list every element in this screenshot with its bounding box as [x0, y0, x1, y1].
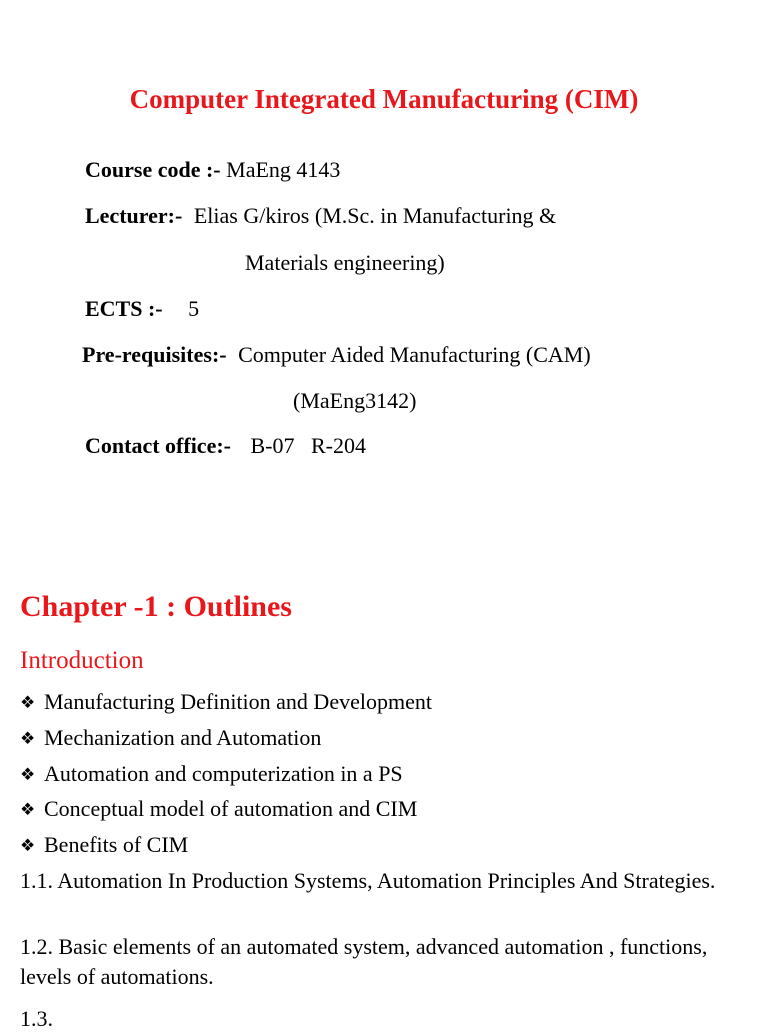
outline-bullet-list	[20, 686, 750, 865]
ects-value: 5	[188, 296, 200, 321]
outline-item-1-3: 1.3.	[20, 1006, 53, 1031]
diamond-bullet-icon: ❖	[20, 693, 36, 712]
course-code-value: MaEng 4143	[226, 157, 341, 182]
outline-item-1-2: 1.2. Basic elements of an automated system, advanced automation , functions, levels of automations.	[20, 934, 708, 989]
course-code-row	[85, 157, 340, 183]
list-item: ❖ Automation and computerization in a PS	[20, 758, 750, 794]
diamond-bullet-icon: ❖	[20, 836, 36, 856]
course-code-label: Course code :-	[85, 157, 221, 182]
section-heading: Introduction	[20, 647, 144, 674]
contact-office-row	[85, 433, 366, 459]
lecturer-value-continued: Materials engineering)	[245, 250, 445, 275]
contact-office-value: B-07 R-204	[250, 433, 366, 458]
ects-row	[85, 296, 199, 322]
diamond-bullet-icon: ❖	[20, 800, 36, 820]
list-item: ❖ Manufacturing Definition and Development	[20, 686, 750, 722]
chapter-heading: Chapter -1 : Outlines	[20, 590, 292, 623]
lecturer-row	[85, 203, 556, 229]
lecturer-label: Lecturer:-	[85, 203, 183, 228]
prerequisites-value-continued: (MaEng3142)	[293, 388, 417, 413]
outline-item-1-1: 1.1. Automation In Production Systems, Automation Principles And Strategies.	[20, 868, 716, 893]
list-item: ❖ Mechanization and Automation	[20, 722, 750, 758]
prerequisites-row	[82, 342, 591, 368]
diamond-bullet-icon: ❖	[20, 728, 36, 748]
list-item: ❖ Benefits of CIM	[20, 829, 750, 865]
ects-label: ECTS :-	[85, 296, 163, 321]
list-item: ❖ Conceptual model of automation and CIM	[20, 793, 750, 829]
diamond-bullet-icon: ❖	[20, 764, 36, 784]
document-title: Computer Integrated Manufacturing (CIM)	[129, 84, 639, 114]
contact-office-label: Contact office:-	[85, 433, 231, 458]
lecturer-value: Elias G/kiros (M.Sc. in Manufacturing &	[193, 203, 557, 228]
prerequisites-label: Pre-requisites:-	[82, 342, 227, 367]
prerequisites-value: Computer Aided Manufacturing (CAM)	[238, 342, 591, 367]
